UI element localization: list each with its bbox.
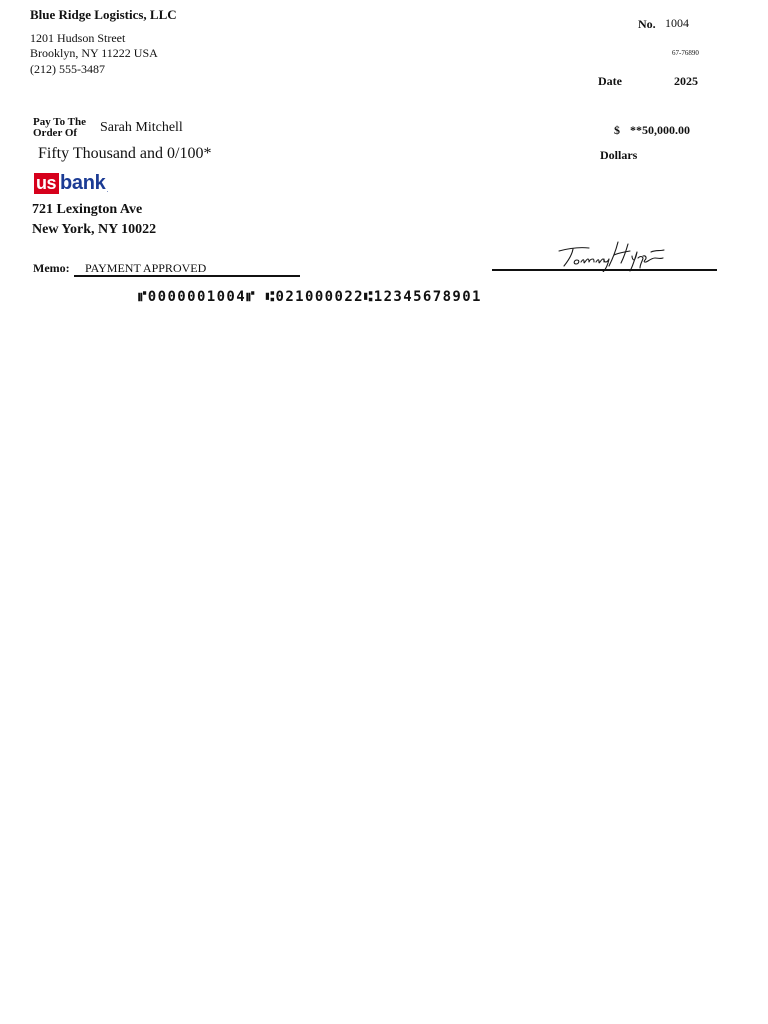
pay-to-label-line1: Pay To The xyxy=(33,116,86,128)
amount-words: Fifty Thousand and 0/100* xyxy=(38,145,212,162)
bank-logo-us: us xyxy=(34,173,59,194)
check-date: 2025 xyxy=(674,74,698,88)
bank-address-line2: New York, NY 10022 xyxy=(32,222,157,237)
pay-to-label xyxy=(33,117,86,139)
memo-value: PAYMENT APPROVED xyxy=(85,261,207,275)
handwritten-signature-icon xyxy=(556,238,668,272)
bank-logo-mark: . xyxy=(106,187,109,194)
bank-address-line1: 721 Lexington Ave xyxy=(32,202,143,217)
memo-line xyxy=(74,275,300,277)
amount-numeric: **50,000.00 xyxy=(630,123,690,137)
bank-logo xyxy=(34,172,108,194)
bank-logo-bank: bank xyxy=(60,172,106,194)
check-number: 1004 xyxy=(665,16,689,30)
drawer-name: Blue Ridge Logistics, LLC xyxy=(30,7,177,22)
routing-fraction: 67-76890 xyxy=(672,49,699,57)
memo-label: Memo: xyxy=(33,261,70,275)
drawer-address-line1: 1201 Hudson Street xyxy=(30,31,126,45)
micr-line: ⑈0000001004⑈ ⑆021000022⑆12345678901 xyxy=(138,289,482,305)
pay-to-label-line2: Order Of xyxy=(33,127,78,139)
dollars-label: Dollars xyxy=(600,148,638,162)
drawer-phone: (212) 555-3487 xyxy=(30,62,105,76)
currency-symbol: $ xyxy=(614,123,620,137)
date-label: Date xyxy=(598,74,622,88)
payee-name: Sarah Mitchell xyxy=(100,120,183,135)
drawer-address-line2: Brooklyn, NY 11222 USA xyxy=(30,46,158,60)
signature-line xyxy=(492,269,717,271)
check-number-label: No. xyxy=(638,17,656,31)
